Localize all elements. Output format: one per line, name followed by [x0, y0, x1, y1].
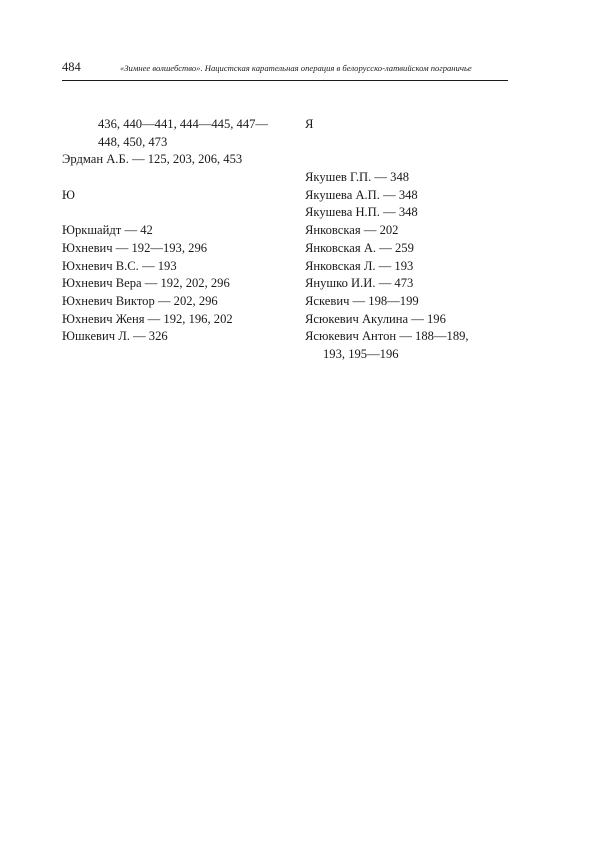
index-entry: Юркшайдт — 42 — [62, 223, 153, 238]
index-entry: Янковская — 202 — [305, 223, 399, 238]
index-entry: Якушев Г.П. — 348 — [305, 170, 410, 185]
spacer — [305, 151, 515, 169]
index-entry: Янковская А. — 259 — [305, 240, 414, 255]
page-header — [62, 58, 508, 81]
index-entry: Юхневич Вера — 192, 202, 296 — [62, 276, 230, 291]
index-entry: Юхневич Женя — 192, 196, 202 — [62, 311, 233, 326]
index-entry: Якушева Н.П. — 348 — [305, 205, 418, 220]
index-column-left — [62, 116, 292, 346]
page-number: 484 — [62, 60, 81, 74]
entry-line-2: 193, 195—196 — [323, 347, 399, 362]
continuation-line-1: 436, 440—441, 444—445, 447— — [98, 117, 269, 131]
index-entry: Юхневич В.С. — 193 — [62, 258, 177, 273]
index-entry: Юхневич — 192—193, 296 — [62, 240, 208, 255]
index-entry: Юхневич Виктор — 202, 296 — [62, 294, 218, 308]
spacer — [305, 134, 515, 152]
index-entry: Ясюкевич Акулина — 196 — [305, 311, 446, 326]
section-letter-yu: Ю — [62, 187, 75, 202]
section-letter-ya: Я — [305, 117, 314, 131]
spacer — [62, 169, 292, 187]
continuation-line-2: 448, 450, 473 — [98, 134, 168, 149]
index-entry: Якушева А.П. — 348 — [305, 187, 418, 202]
index-entry-continuation — [62, 116, 292, 151]
index-entry: Яскевич — 198—199 — [305, 294, 419, 308]
index-entry: Янковская Л. — 193 — [305, 258, 414, 273]
running-title: «Зимнее волшебство». Нацистская карательная операция в белорусско-латвийском пограничье — [120, 63, 472, 73]
index-entry: Юшкевич Л. — 326 — [62, 329, 168, 344]
entry-line-1: Ясюкевич Антон — 188—189, — [305, 329, 469, 344]
index-column-right — [305, 116, 515, 364]
index-entry-multiline — [305, 328, 515, 363]
spacer — [62, 205, 292, 223]
index-entry: Эрдман А.Б. — 125, 203, 206, 453 — [62, 152, 243, 167]
index-entry: Янушко И.И. — 473 — [305, 276, 414, 291]
